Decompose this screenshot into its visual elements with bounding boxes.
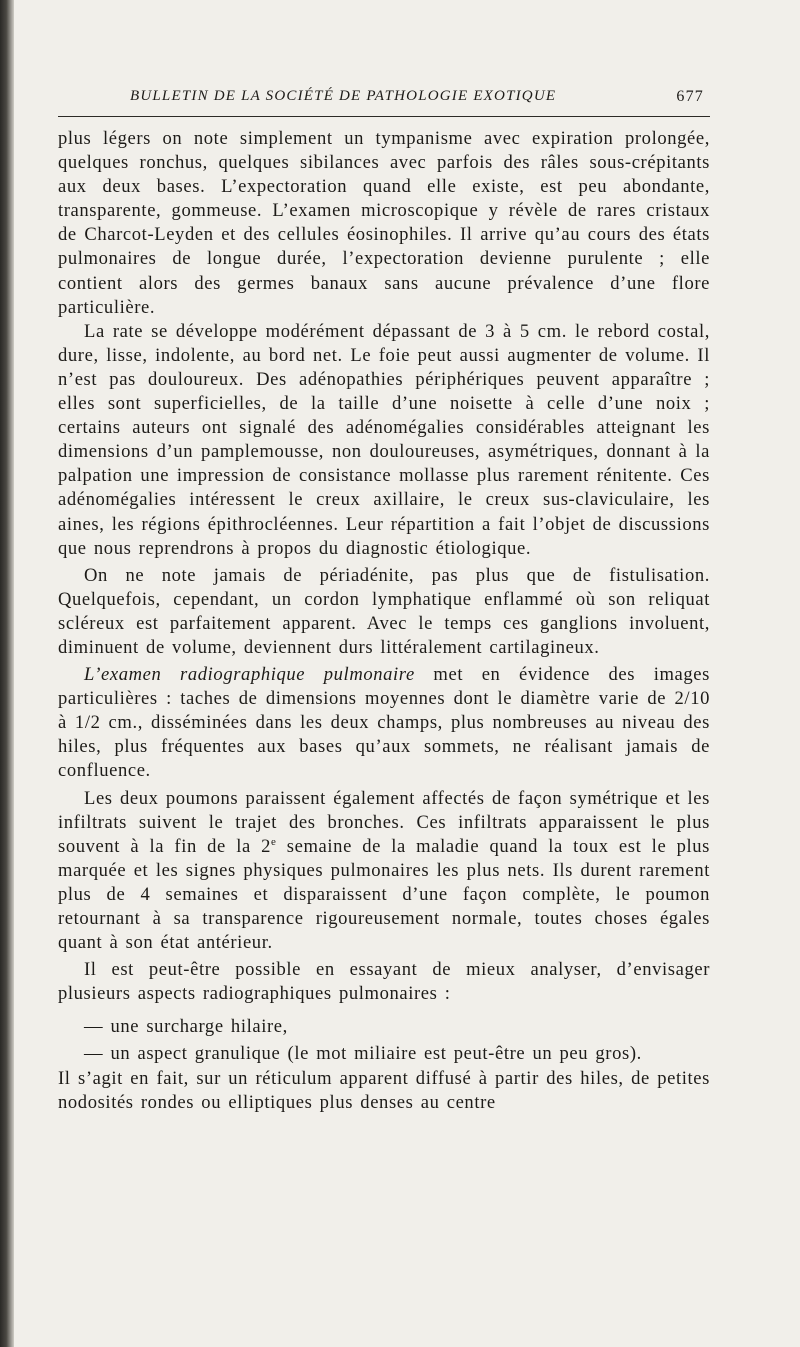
superscript: e xyxy=(271,835,277,848)
list-item: — un aspect granulique (le mot miliaire est peut-être un peu gros). xyxy=(84,1043,642,1065)
paragraph-periadenitis: On ne note jamais de périadénite, pas plus que de fistulisation. Quelquefois, cependant, un cordon lymphatique enflammé où son reliquat scléreux est parfaitement apparent. Avec le temps ces ganglions involuent, diminuent de volume, deviennent durs littéralement cartilagineux. xyxy=(58,564,710,658)
journal-title: BULLETIN DE LA SOCIÉTÉ DE PATHOLOGIE EXOTIQUE xyxy=(130,88,557,104)
page-number: 677 xyxy=(676,88,704,105)
paragraph-radiography xyxy=(58,663,710,783)
paragraph-lungs xyxy=(58,787,710,956)
paragraph-text-after: semaine de la maladie quand la toux est le plus marquée et les signes physiques pulmonaires les plus nets. Ils durent rarement plus de 4 semaines et disparaissent d’une façon complète, le poumon retournant à sa transparence rigoureusement normale, toutes choses égales quant à son état antérieur. xyxy=(58,835,710,954)
paragraph-aspects-intro: Il est peut-être possible en essayant de mieux analyser, d’envisager plusieurs aspects radiographiques pulmonaires : xyxy=(58,959,710,1005)
paragraph-continuation: plus légers on note simplement un tympanisme avec expiration prolongée, quelques ronchus, quelques sibilances avec parfois des râles sous-crépitants aux deux bases. L’expectoration quand elle existe, est peu abondante, transparente, gommeuse. L’examen microscopique y révèle de rares cristaux de Charcot-Leyden et des cellules éosinophiles. Il arrive qu’au cours des états pulmonaires de longue durée, l’expectoration devienne purulente ; elle contient alors des germes banaux sans aucune prévalence d’une flore particulière. xyxy=(58,128,710,318)
italic-lead: L’examen radiographique pulmonaire xyxy=(84,664,415,686)
running-header xyxy=(58,84,710,110)
paragraph-text: met en évidence des images particulières : taches de dimensions moyennes dont le diamètre varie de 2/10 à 1/2 cm., disséminées dans les deux champs, plus nombreuses au niveau des hiles, plus fréquentes aux bases qu’aux sommets, ne réalisant jamais de confluence. xyxy=(58,664,710,782)
document-page xyxy=(58,84,710,1115)
page-binding-shadow xyxy=(0,0,14,1347)
body-text xyxy=(58,127,710,1115)
paragraph-spleen-liver: La rate se développe modérément dépassant de 3 à 5 cm. le rebord costal, dure, lisse, indolente, au bord net. Le foie peut aussi augmenter de volume. Il n’est pas douloureux. Des adénopathies périphériques peuvent apparaître ; elles sont superficielles, de la taille d’une noisette à celle d’une noix ; certains auteurs ont signalé des adénomégalies considérables atteignant les dimensions d’un pamplemousse, non douloureuses, asymétriques, donnant à la palpation une impression de consistance mollasse plus rarement rénitente. Ces adénomégalies intéressent le creux axillaire, le creux sus-claviculaire, les aines, les régions épithrocléennes. Leur répartition a fait l’objet de discussions que nous reprendrons à propos du diagnostic étiologique. xyxy=(58,320,710,559)
list-item: — une surcharge hilaire, xyxy=(84,1016,288,1038)
paragraph-text-before: Les deux poumons paraissent également affectés de façon symétrique et les infiltrats suivent le trajet des bronches. Ces infiltrats apparaissent le plus souvent à la fin de la 2 xyxy=(58,787,710,857)
paragraph-final: Il s’agit en fait, sur un réticulum apparent diffusé à partir des hiles, de petites nodosités rondes ou elliptiques plus denses au centre xyxy=(58,1067,710,1113)
header-rule xyxy=(58,116,710,117)
